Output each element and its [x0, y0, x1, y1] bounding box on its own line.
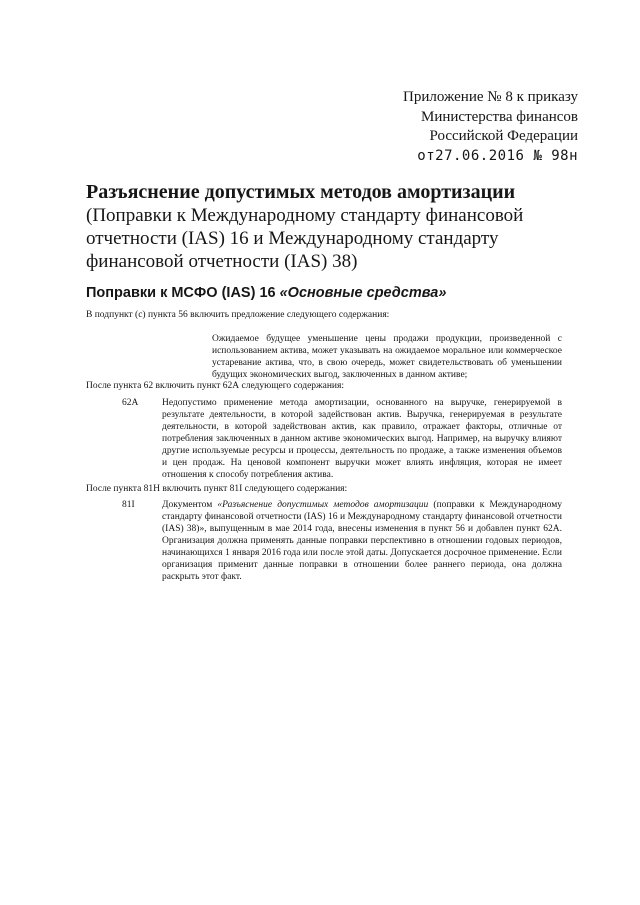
appendix-line: Приложение № 8 к приказу — [403, 89, 578, 105]
text-segment-italic: «Разъяснение допустимых методов амортизации — [217, 500, 429, 510]
amendment-text: Недопустимо применение метода амортизации, основанного на выручке, генерируемой в результате деятельности, в которой задействован актив. Выручка, генерируемая в результате деятельности, в которой задействован актив, как правило, отражает факторы, отличные от потребления заключенных в данном активе экономических выгод. Например, на выручку влияют другие используемые ресурсы и процессы, деятельность по продаже, а также изменения объемов и цен продаж. На ценовой компонент выручки может влиять инфляция, которая не имеет отношения к способу потребления актива. — [162, 398, 562, 480]
amendment-instruction: После пункта 62 включить пункт 62А следующего содержания: — [86, 381, 345, 391]
section-heading-italic: «Основные средства» — [279, 285, 447, 301]
amendment-text: Ожидаемое будущее уменьшение цены продажи продукции, произведенной с использованием актива, может указывать на ожидаемое моральное или коммерческое устаревание актива, что, в свою очередь, может свидетельствовать об уменьшении будущих экономических выгод, заключенных в данном активе; — [212, 334, 562, 380]
appendix-header — [403, 88, 578, 166]
appendix-line: Министерства финансов — [421, 108, 578, 125]
text-segment: (поправки к Международному стандарту финансовой отчетности (IAS) 16 и Международному стандарту финансовой отчетности (IAS) 38)», выпущенным в мае 2014 года, внесены изменения в пункт 56 и добавлен пункт 62А. Организация должна применять данные поправки перспективно в отношении годовых периодов, начинающихся 1 января 2016 года или после этой даты. Допускается досрочное применение. Если организация применит данные поправки в отношении более раннего периода, она должна раскрыть этот факт. — [162, 500, 562, 582]
title-main: Разъяснение допустимых методов амортизации — [86, 181, 516, 203]
amendment-text — [162, 499, 562, 583]
order-number: от27.06.2016 № 98н — [417, 147, 578, 164]
amendment-instruction: В подпункт (с) пункта 56 включить предложение следующего содержания: — [86, 310, 390, 320]
appendix-line: Российской Федерации — [429, 128, 578, 144]
section-heading — [86, 285, 446, 301]
text-segment: Документом — [162, 500, 218, 510]
section-heading-plain: Поправки к МСФО (IAS) 16 — [86, 285, 276, 301]
amendment-instruction: После пункта 81Н включить пункт 81I следующего содержания: — [86, 484, 348, 494]
document-title — [86, 180, 536, 273]
paragraph-number: 62А — [122, 398, 139, 408]
paragraph-number: 81I — [122, 500, 135, 510]
title-subtitle: (Поправки к Международному стандарту финансовой отчетности (IAS) 16 и Международному стандарту финансовой отчетности (IAS) 38) — [86, 205, 524, 272]
